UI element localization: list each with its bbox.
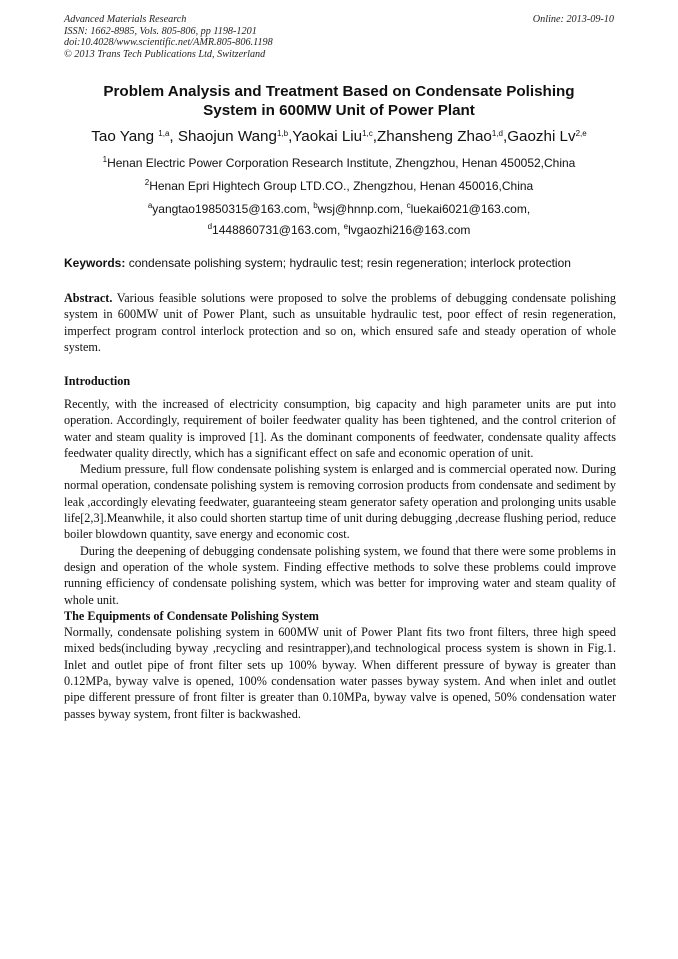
paragraph: Normally, condensate polishing system in 600MW unit of Power Plant fits two front filters, three high speed mixed beds(including byway ,recycling and resintrapper),and technological process system is shown in Fig.1. Inlet and outlet pipe of front filter sets up 100% byway. When different pressure of byway is greater than 0.12MPa, byway valve is opened, 100% condensation water passes byway system. And when inlet and outlet pipe different pressure of front filter is greater than 0.10MPa, byway valve is opened, 50% condensation water passes byway system, front filter is backwashed. [64,625,616,721]
email-sup: e [343,222,349,231]
journal-header [64,14,614,60]
title-line-1: Problem Analysis and Treatment Based on Condensate Polishing [103,83,575,100]
author-name: Shaojun Wang [177,128,277,145]
journal-copyright: © 2013 Trans Tech Publications Ltd, Switzerland [64,48,266,60]
journal-issn: ISSN: 1662-8985, Vols. 805-806, pp 1198-1201 [64,25,257,37]
email-line-1 [40,202,638,217]
keywords [64,256,618,271]
affiliation-text: Henan Epri Hightech Group LTD.CO., Zhengzhou, Henan 450016,China [149,179,534,193]
author-sup: 1,b [276,129,289,138]
abstract-label: Abstract. [64,291,113,305]
keywords-label: Keywords: [64,256,126,270]
section-heading-equipments: The Equipments of Condensate Polishing System [64,608,319,623]
paragraph: During the deepening of debugging condensate polishing system, we found that there were some problems in design and operation of the whole system. Finding effective methods to solve these problems could improve running efficiency of condensate polishing system, which was better for improving water and steam quality of whole unit. [64,543,616,607]
paragraph: Medium pressure, full flow condensate polishing system is enlarged and is commercial operated now. During normal operation, condensate polishing system is removing corrosion products from condensate and sediment by leak ,accordingly elevating feedwater, guaranteeing steam generator safety operation and prolonging units usable life[2,3].Meanwhile, it also could shorten startup time of unit during debugging ,decrease flushing period, reduce boiler blowdown quantity, save energy and economic cost. [64,462,616,542]
section-body [64,396,616,722]
author-sep: , [502,128,508,145]
affiliation-2 [40,179,638,194]
journal-name: Advanced Materials Research [64,14,187,25]
email-address[interactable]: wsj@hnnp.com, [317,202,407,216]
journal-doi: doi:10.4028/www.scientific.net/AMR.805-806.1198 [64,37,273,49]
email-sup: b [313,201,318,210]
section-heading-introduction: Introduction [64,374,131,388]
email-sup: a [147,201,153,210]
email-sup: c [406,201,411,210]
author-name: Gaozhi Lv [507,128,576,145]
email-address[interactable]: yangtao19850315@163.com, [152,202,310,216]
author-sup: 1,d [491,129,503,138]
author-sep: , [169,128,178,145]
author-list [40,127,638,147]
title-line-2: System in 600MW Unit of Power Plant [203,102,475,119]
author-sup: 1,a [158,129,170,138]
affiliation-sup: 2 [144,178,150,187]
email-address[interactable]: luekai6021@163.com, [410,202,531,216]
author-name: Zhansheng Zhao [377,128,492,145]
paragraph: Recently, with the increased of electricity consumption, big capacity and high parameter units are put into operation. Accordingly, requirement of boiler feedwater quality has been tightened, and the control criterion of water and steam quality is improved [1]. As the dominant components of feedwater, condensate quality affects feedwater quality directly, which has a significant effect on safe and economic operation of unit. [64,397,616,460]
abstract-text: Various feasible solutions were proposed to solve the problems of debugging condensate polishing system in 600MW unit of Power Plant, such as unsuitable hydraulic test, poor effect of resin regeneration, imperfect program control interlock protection and so on, which ensured safe and steady operation of whole system. [64,291,616,354]
email-address[interactable]: 1448860731@163.com, [212,223,344,237]
keywords-text: condensate polishing system; hydraulic test; resin regeneration; interlock protection [125,256,571,270]
author-name: Yaokai Liu [292,128,363,145]
author-sup: 1,c [362,129,373,138]
abstract [64,290,616,355]
affiliation-sup: 1 [102,155,108,164]
email-sup: d [207,222,213,231]
author-name: Tao Yang [91,128,159,145]
author-sup: 2,e [575,129,587,138]
author-sep: , [288,128,293,145]
email-address[interactable]: lvgaozhi216@163.com [348,223,471,237]
email-line-2 [40,223,638,238]
author-sep: , [372,128,377,145]
online-date: Online: 2013-09-10 [532,14,614,25]
affiliation-1 [40,156,638,171]
paper-title [64,82,614,120]
affiliation-text: Henan Electric Power Corporation Research Institute, Zhengzhou, Henan 450052,China [107,156,576,170]
